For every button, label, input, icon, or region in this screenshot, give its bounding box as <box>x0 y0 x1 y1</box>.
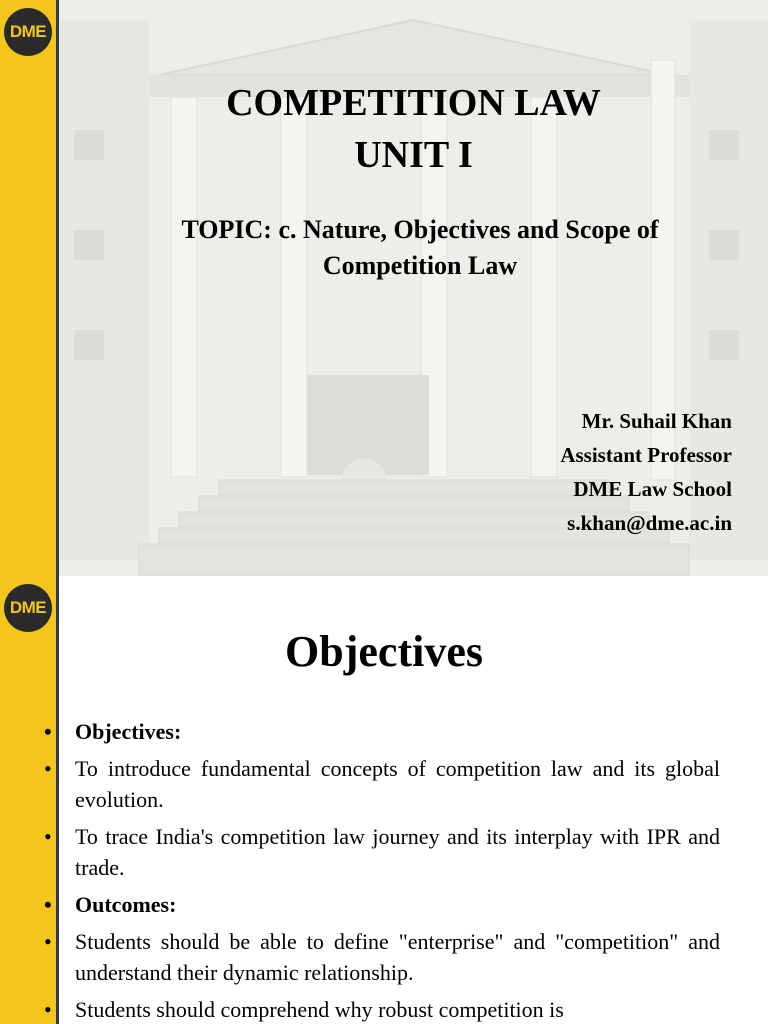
bullet-list <box>40 716 720 1024</box>
bullet-icon: • <box>44 892 52 917</box>
bullet-icon: • <box>44 997 52 1022</box>
author-role: Assistant Professor <box>560 443 732 467</box>
bullet-icon: • <box>44 756 52 781</box>
bullet-text: To trace India's competition law journey and its interplay with IPR and trade. <box>75 824 720 880</box>
slide-topic: TOPIC: c. Nature, Objectives and Scope of Competition Law <box>181 215 659 280</box>
author-name: Mr. Suhail Khan <box>581 409 732 433</box>
dme-logo: DME <box>4 8 52 56</box>
author-organization: DME Law School <box>573 477 732 501</box>
bullet-item <box>40 753 720 815</box>
bullet-item <box>40 716 720 747</box>
dme-logo: DME <box>4 584 52 632</box>
author-email: s.khan@dme.ac.in <box>567 511 732 535</box>
bullet-icon: • <box>44 929 52 954</box>
slide-title-line1: COMPETITION LAW <box>226 82 601 124</box>
sidebar-stripe <box>0 0 56 576</box>
objectives-slide <box>0 576 768 1024</box>
bullet-text: Outcomes: <box>75 892 177 917</box>
bullet-icon: • <box>44 719 52 744</box>
bullet-text: Students should be able to define "enterprise" and "competition" and understand their dynamic relationship. <box>75 929 720 985</box>
bullet-text: To introduce fundamental concepts of competition law and its global evolution. <box>75 756 720 812</box>
bullet-text: Students should comprehend why robust competition is <box>75 997 564 1022</box>
slide-title: Objectives <box>285 627 483 676</box>
bullet-item <box>40 889 720 920</box>
bullet-icon: • <box>44 824 52 849</box>
slide-title-line2: UNIT I <box>354 134 473 176</box>
bullet-item <box>40 994 720 1024</box>
bullet-item <box>40 821 720 883</box>
bullet-text: Objectives: <box>75 719 182 744</box>
bullet-item <box>40 926 720 988</box>
